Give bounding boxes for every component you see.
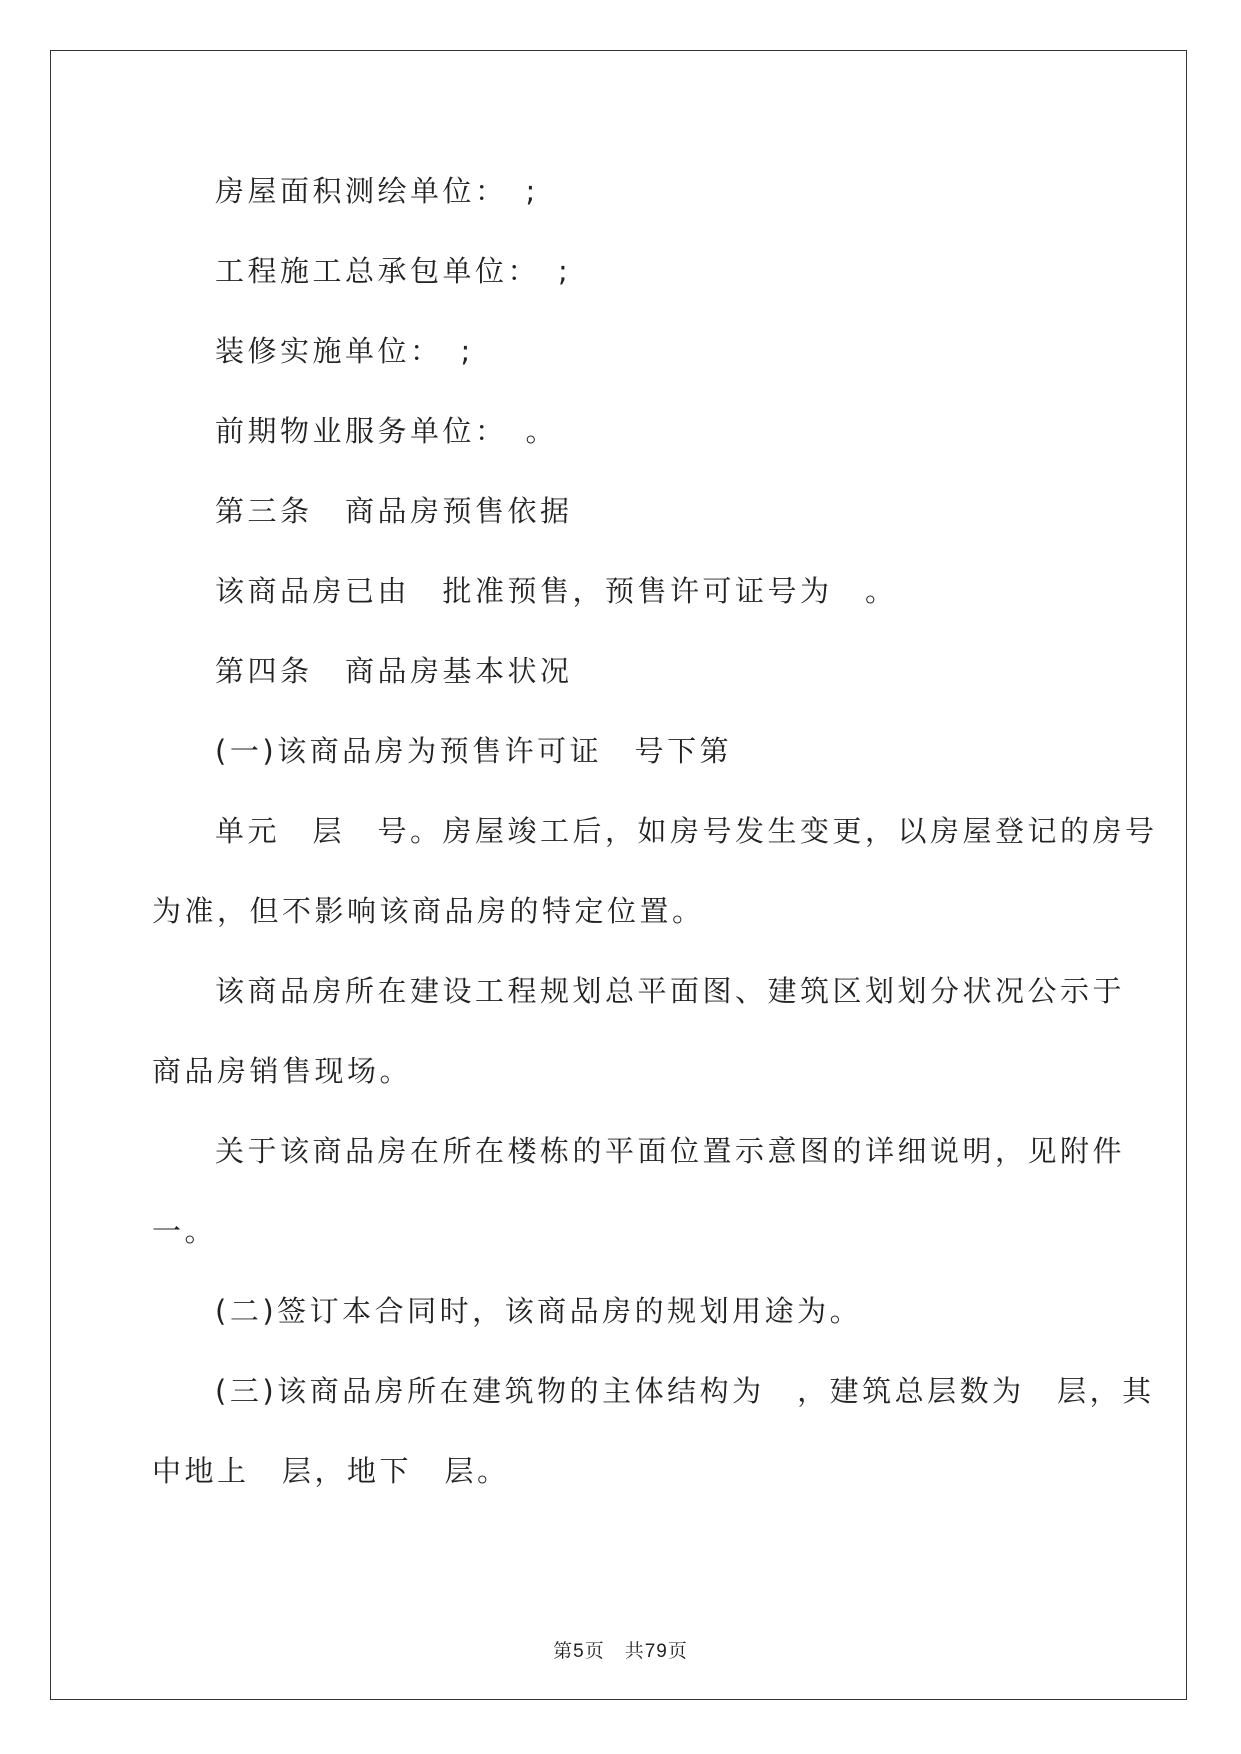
paragraph-line: 中地上 层，地下 层。 — [152, 1454, 510, 1488]
footer-prefix: 第 — [553, 1640, 574, 1662]
paragraph-presale-basis — [152, 551, 1087, 631]
paragraph-line: 一。 — [152, 1214, 218, 1248]
paragraph-line: 第四条 商品房基本状况 — [215, 654, 573, 688]
paragraph-line: 关于该商品房在所在楼栋的平面位置示意图的详细说明，见附件 — [215, 1134, 1126, 1168]
paragraph-line: 该商品房所在建设工程规划总平面图、建筑区划划分状况公示于 — [215, 974, 1126, 1008]
paragraph-site-plan — [152, 951, 1126, 1111]
paragraph-item-3 — [152, 1351, 1155, 1511]
paragraph-line: 第三条 商品房预售依据 — [215, 494, 573, 528]
paragraph-floor-plan-attachment — [152, 1111, 1126, 1271]
footer-page-number: 5 — [573, 1641, 585, 1662]
paragraph-item-1 — [152, 711, 1087, 791]
section-heading-article-4 — [152, 631, 1087, 711]
section-heading-article-3 — [152, 471, 1087, 551]
paragraph-line: (一)该商品房为预售许可证 号下第 — [215, 734, 733, 768]
paragraph-line: 装修实施单位： ; — [215, 334, 474, 368]
paragraph-decoration-unit — [152, 311, 1087, 391]
footer-suffix: 页 — [667, 1640, 688, 1662]
footer-total-pages: 79 — [644, 1641, 668, 1662]
paragraph-line: (二)签订本合同时，该商品房的规划用途为。 — [215, 1294, 863, 1328]
footer-mid: 页 共 — [584, 1640, 645, 1662]
paragraph-property-service-unit — [152, 391, 1087, 471]
paragraph-contractor-unit — [152, 231, 1087, 311]
paragraph-line: 为准，但不影响该商品房的特定位置。 — [152, 894, 705, 928]
paragraph-line: 商品房销售现场。 — [152, 1054, 413, 1088]
paragraph-line: (三)该商品房所在建筑物的主体结构为 ，建筑总层数为 层，其 — [215, 1374, 1155, 1408]
paragraph-line: 该商品房已由 批准预售，预售许可证号为 。 — [215, 574, 898, 608]
paragraph-line: 前期物业服务单位： 。 — [215, 414, 559, 448]
paragraph-unit-floor-number — [152, 791, 1158, 951]
paragraph-line: 单元 层 号。房屋竣工后，如房号发生变更，以房屋登记的房号 — [215, 814, 1158, 848]
paragraph-item-2 — [152, 1271, 1087, 1351]
paragraph-survey-unit — [152, 151, 1087, 231]
page-footer — [0, 1636, 1241, 1663]
paragraph-line: 房屋面积测绘单位： ; — [215, 174, 539, 208]
paragraph-line: 工程施工总承包单位： ; — [215, 254, 572, 288]
